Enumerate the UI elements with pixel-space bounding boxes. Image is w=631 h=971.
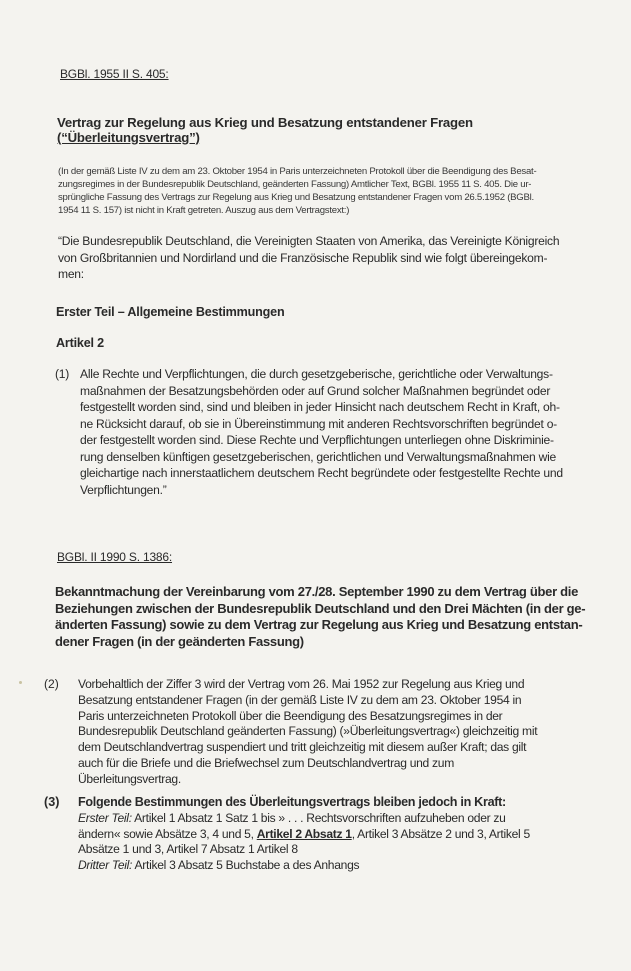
para2-line: auch für die Briefe und die Briefwechsel zum Deutschlandvertrag und zum: [78, 755, 454, 770]
section2-reference: BGBl. II 1990 S. 1386:: [57, 550, 173, 564]
para3-line-4: Dritter Teil: Artikel 3 Absatz 5 Buchstabe a des Anhangs: [78, 858, 360, 873]
preamble-line: “Die Bundesrepublik Deutschland, die Vereinigten Staaten von Amerika, das Vereinigte Königreich: [58, 234, 560, 248]
part-heading: Erster Teil – Allgemeine Bestimmungen: [56, 305, 285, 319]
para2-line: Vorbehaltlich der Ziffer 3 wird der Vertrag vom 26. Mai 1952 zur Regelung aus Krieg und: [78, 677, 525, 691]
scan-speck: [19, 681, 22, 684]
section2-title-line: änderten Fassung) sowie zu dem Vertrag zur Regelung aus Krieg und Besatzung entstan-: [55, 617, 583, 633]
para3-line-3: Absätze 1 und 3, Artikel 7 Absatz 1 Artikel 8: [78, 842, 298, 857]
para2-line: Bundesrepublik Deutschland geänderten Fassung) (»Überleitungsvertrag«) gleichzeitig mit: [78, 724, 538, 739]
para3-line-2: ändern« sowie Absätze 3, 4 und 5, Artikel 2 Absatz 1, Artikel 3 Absätze 2 und 3, Artikel 5: [78, 826, 530, 841]
para2-text: [78, 677, 608, 788]
para1-line: der festgestellt worden sind. Diese Rechte und Verpflichtungen unterliegen ohne Diskriminie-: [80, 433, 554, 447]
para3-line-1: Erster Teil: Artikel 1 Absatz 1 Satz 1 bis » . . . Rechtsvorschriften aufzuheben oder zu: [78, 810, 506, 825]
section2-title-line: Beziehungen zwischen der Bundesrepublik Deutschland und den Drei Mächten (in der ge-: [55, 600, 586, 616]
section1-preamble: [58, 233, 618, 283]
para2-line: dem Deutschlandvertrag suspendiert und tritt gleichzeitig mit diesem außer Kraft; das gilt: [78, 740, 527, 755]
para1-line: rung denselben künftigen gesetzgeberischen, gerichtlichen und Verwaltungsmaßnahmen wie: [80, 449, 557, 464]
part-label: Erster Teil:: [78, 810, 132, 825]
article-heading: Artikel 2: [56, 336, 104, 350]
para1-text: [80, 366, 610, 498]
para1-line: maßnahmen der Besatzungsbehörden oder auf Grund solcher Maßnahmen begründet oder: [80, 383, 551, 398]
para2-number: (2): [44, 677, 59, 691]
part-label: Dritter Teil:: [78, 858, 133, 873]
para1-line: festgestellt worden sind, sind und bleiben in jeder Hinsicht nach deutschem Recht in Kraft, oh-: [80, 400, 560, 414]
para3-number: (3): [44, 795, 60, 809]
note-line: 1954 11 S. 157) ist nicht in Kraft getreten. Auszug aus dem Vertragstext:): [58, 205, 350, 216]
section1-reference: BGBl. 1955 II S. 405:: [60, 67, 169, 81]
para2-line: Überleitungsvertrag.: [78, 771, 181, 786]
note-line: zungsregimes in der Bundesrepublik Deutschland, geänderten Fassung) Amtlicher Text, BGBl. 1955 11 S. 405. Die ur-: [58, 179, 532, 190]
section2-title: [55, 584, 615, 650]
para1-line: Alle Rechte und Verpflichtungen, die durch gesetzgeberische, gerichtliche oder Verwaltungs-: [80, 367, 553, 381]
preamble-line: von Großbritannien und Nordirland und die Französische Republik sind wie folgt übereingekom-: [58, 250, 548, 265]
note-line: sprüngliche Fassung des Vertrags zur Regelung aus Krieg und Besatzung entstandener Fragen vom 26.5.1952 (BGBl.: [58, 192, 534, 203]
para1-line: Verpflichtungen.”: [80, 482, 167, 497]
section2-title-line: dener Fragen (in der geänderten Fassung): [55, 633, 304, 649]
note-line: (In der gemäß Liste IV zu dem am 23. Oktober 1954 in Paris unterzeichneten Protokoll über die Beendigung des Besat-: [58, 166, 537, 177]
section2-title-line: Bekanntmachung der Vereinbarung vom 27./28. September 1990 zu dem Vertrag über die: [55, 584, 579, 599]
emphasized-article-ref: Artikel 2 Absatz 1: [256, 826, 352, 841]
section1-title-line1: Vertrag zur Regelung aus Krieg und Besatzung entstandener Fragen: [57, 115, 473, 130]
para1-line: gleichartige nach innerstaatlichem deutschem Recht begründete oder festgestellte Rechte und: [80, 466, 563, 480]
preamble-line: men:: [58, 267, 84, 281]
para1-number: (1): [55, 367, 70, 381]
para3-heading: Folgende Bestimmungen des Überleitungsvertrags bleiben jedoch in Kraft:: [78, 795, 506, 809]
para1-line: ne Rücksicht darauf, ob sie in Übereinstimmung mit anderen Rechtsvorschriften begründet o-: [80, 416, 557, 431]
para3-text: [78, 795, 608, 874]
section1-note: [58, 165, 598, 217]
section1-title-line2: (“Überleitungsvertrag”): [57, 130, 200, 145]
para2-line: Besatzung entstandener Fragen (in der gemäß Liste IV zu dem am 23. Oktober 1954 in: [78, 692, 522, 707]
para2-line: Paris unterzeichneten Protokoll über die Beendigung des Besatzungsregimes in der: [78, 708, 503, 723]
